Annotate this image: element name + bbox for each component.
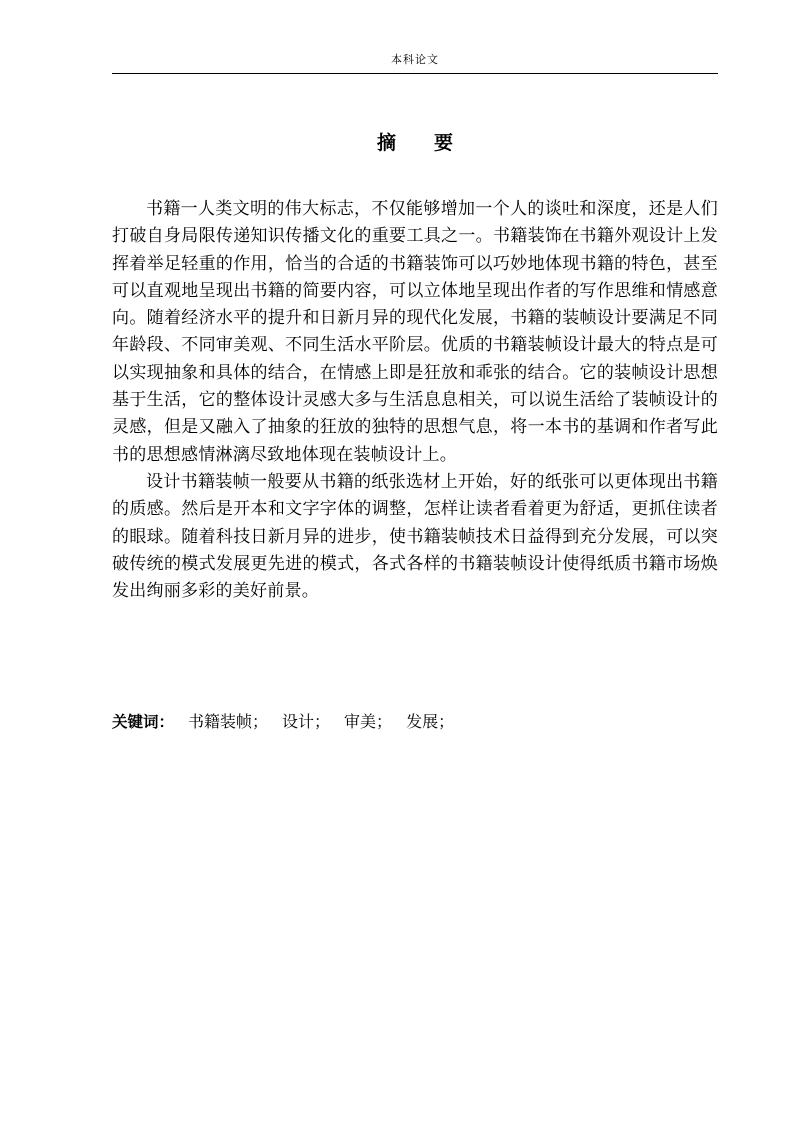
abstract-title [112, 130, 718, 156]
header-divider [112, 73, 718, 74]
keywords-line [112, 710, 718, 734]
running-header: 本科论文 [391, 53, 439, 66]
abstract-title-char-1: 摘 [376, 132, 396, 154]
keyword-item: 设计； [282, 712, 331, 731]
abstract-paragraph: 设计书籍装帧一般要从书籍的纸张选材上开始，好的纸张可以更体现出书籍的质感。然后是开本和文字字体的调整，怎样让读者看着更为舒适，更抓住读者的眼球。随着科技日新月异的进步，使书籍装帧技术日益得到充分发展，可以突破传统的模式发展更先进的模式，各式各样的书籍装帧设计使得纸质书籍市场焕发出绚丽多彩的美好前景。 [112, 471, 718, 602]
keyword-item: 书籍装帧； [188, 712, 269, 731]
keyword-item: 审美； [344, 712, 393, 731]
abstract-body [112, 196, 718, 605]
keywords-label: 关键词： [112, 713, 175, 731]
abstract-paragraph: 书籍一人类文明的伟大标志，不仅能够增加一个人的谈吐和深度，还是人们打破自身局限传递知识传播文化的重要工具之一。书籍装饰在书籍外观设计上发挥着举足轻重的作用，恰当的合适的书籍装饰可以巧妙地体现书籍的特色，甚至可以直观地呈现出书籍的简要内容，可以立体地呈现出作者的写作思维和情感意向。随着经济水平的提升和日新月异的现代化发展，书籍的装帧设计要满足不同年龄段、不同审美观、不同生活水平阶层。优质的书籍装帧设计最大的特点是可以实现抽象和具体的结合，在情感上即是狂放和乖张的结合。它的装帧设计思想基于生活，它的整体设计灵感大多与生活息息相关，可以说生活给了装帧设计的灵感，但是又融入了抽象的狂放的独特的思想气息，将一本书的基调和作者写此书的思想感情淋漓尽致地体现在装帧设计上。 [112, 199, 718, 465]
abstract-title-char-2: 要 [434, 132, 454, 154]
keyword-item: 发展； [406, 712, 455, 731]
